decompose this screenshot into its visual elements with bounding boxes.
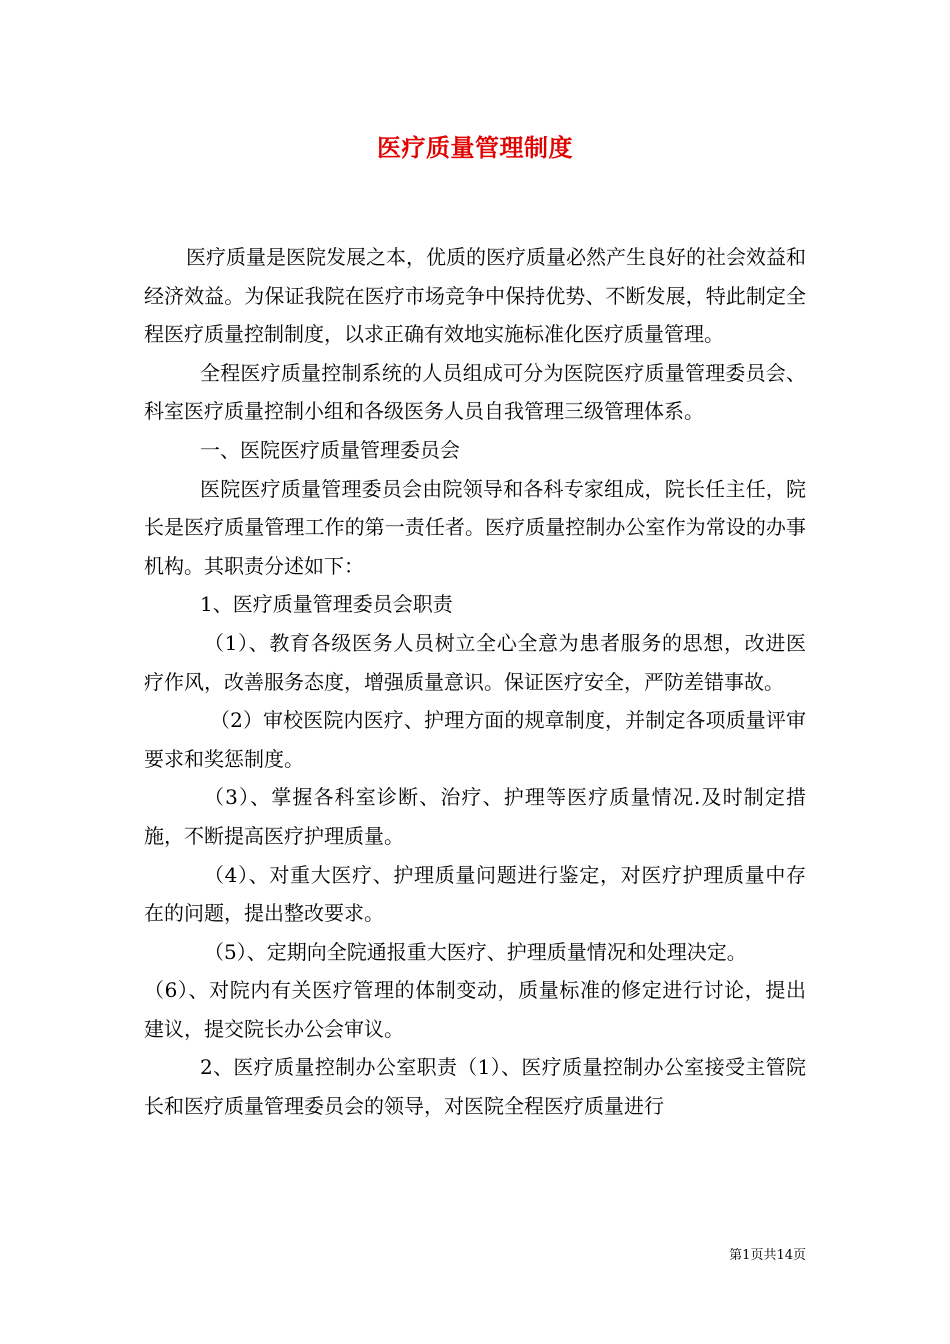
list-item-duty-1: （1）、教育各级医务人员树立全心全意为患者服务的思想，改进医疗作风，改善服务态度，增强质量意识。保证医疗安全，严防差错事故。 bbox=[144, 630, 806, 694]
list-item-duty-2: （2）审校医院内医疗、护理方面的规章制度，并制定各项质量评审要求和奖惩制度。 bbox=[144, 708, 806, 771]
document-title: 医疗质量管理制度 bbox=[377, 133, 573, 162]
subsection-heading-qc-office-duties: 2、医疗质量控制办公室职责（1）、医疗质量控制办公室接受主管院长和医疗质量管理委员会的领导，对医院全程医疗质量进行 bbox=[144, 1055, 806, 1119]
page-number: 第1页共14页 bbox=[729, 1248, 806, 1263]
list-item-duty-4: （4）、对重大医疗、护理质量问题进行鉴定，对医疗护理质量中存在的问题，提出整改要求。 bbox=[144, 862, 806, 926]
document-body bbox=[144, 238, 806, 1126]
list-item-duty-5: （5）、定期向全院通报重大医疗、护理质量情况和处理决定。 bbox=[204, 939, 747, 964]
list-item-duty-6: （6）、对院内有关医疗管理的体制变动，质量标准的修定进行讨论，提出建议，提交院长办公会审议。 bbox=[144, 978, 806, 1041]
subsection-heading-committee-duties: 1、医疗质量管理委员会职责 bbox=[200, 592, 453, 617]
paragraph-system-composition: 全程医疗质量控制系统的人员组成可分为医院医疗质量管理委员会、科室医疗质量控制小组和各级医务人员自我管理三级管理体系。 bbox=[144, 360, 806, 424]
paragraph-committee-description: 医院医疗质量管理委员会由院领导和各科专家组成，院长任主任，院长是医疗质量管理工作的第一责任者。医疗质量控制办公室作为常设的办事机构。其职责分述如下： bbox=[144, 476, 806, 578]
section-heading-committee: 一、医院医疗质量管理委员会 bbox=[200, 437, 460, 462]
paragraph-intro: 医疗质量是医院发展之本，优质的医疗质量必然产生良好的社会效益和经济效益。为保证我院在医疗市场竞争中保持优势、不断发展，特此制定全程医疗质量控制制度，以求正确有效地实施标准化医疗质量管理。 bbox=[144, 245, 806, 347]
list-item-duty-3: （3）、掌握各科室诊断、治疗、护理等医疗质量情况.及时制定措施，不断提高医疗护理质量。 bbox=[144, 785, 806, 848]
